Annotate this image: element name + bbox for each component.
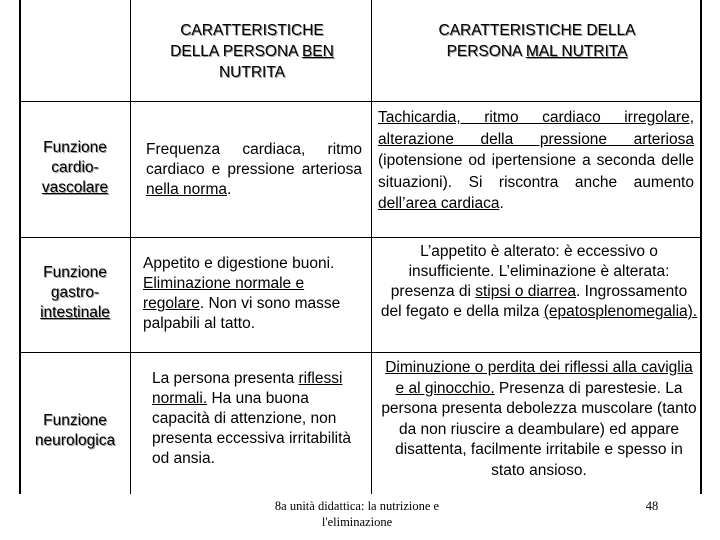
cardiovascular-well-nourished: Frequenza cardiaca, ritmo cardiaco e pressione arteriosa nella norma. <box>146 141 362 198</box>
table-border-col1 <box>130 0 131 494</box>
row-label-neurological: Funzione neurologica <box>34 412 116 449</box>
row-label-gastrointestinal: Funzione gastro- intestinale <box>40 264 110 321</box>
table-border-row2 <box>19 352 702 353</box>
neurological-well-nourished: La persona presenta riflessi normali. Ha una buona capacità di attenzione, non presenta eccessiva irritabilità od ansia. <box>152 370 352 467</box>
gastrointestinal-well-nourished: Appetito e digestione buoni. Eliminazione normale e regolare. Non vi sono masse palpabili al tatto. <box>143 255 341 332</box>
row-label-cardiovascular: Funzione cardio- vascolare <box>41 139 109 196</box>
neurological-malnourished: Diminuzione o perdita dei riflessi alla caviglia e al ginocchio. Presenza di parestesie. La persona presenta debolezza muscolare (tanto da non riuscire a deambulare) ed appare disattenta, facilmente irritabile e spesso in stato ansioso. <box>381 359 697 479</box>
table-border-col2 <box>371 0 372 494</box>
header-well-nourished: CARATTERISTICHE DELLA PERSONA BEN NUTRITA <box>170 22 334 81</box>
table-border-header <box>19 101 702 102</box>
table-border-left <box>19 0 21 494</box>
gastrointestinal-malnourished: L’appetito è alterato: è eccessivo o insufficiente. L’eliminazione è alterata: presenza di stipsi o diarrea. Ingrossamento del fegato e della milza (epatosplenomegalia). <box>380 243 698 320</box>
table-border-right <box>700 0 702 494</box>
table-border-row1 <box>19 237 702 238</box>
page-number: 48 <box>645 499 659 513</box>
footer-caption: 8a unità didattica: la nutrizione e l'eliminazione <box>274 499 440 529</box>
cardiovascular-malnourished: Tachicardia, ritmo cardiaco irregolare, alterazione della pressione arteriosa (ipotensione od ipertensione a seconda delle situazioni). Si riscontra anche aumento dell’area cardiaca. <box>378 109 694 212</box>
header-malnourished: CARATTERISTICHE DELLA PERSONA MAL NUTRITA <box>438 22 636 60</box>
